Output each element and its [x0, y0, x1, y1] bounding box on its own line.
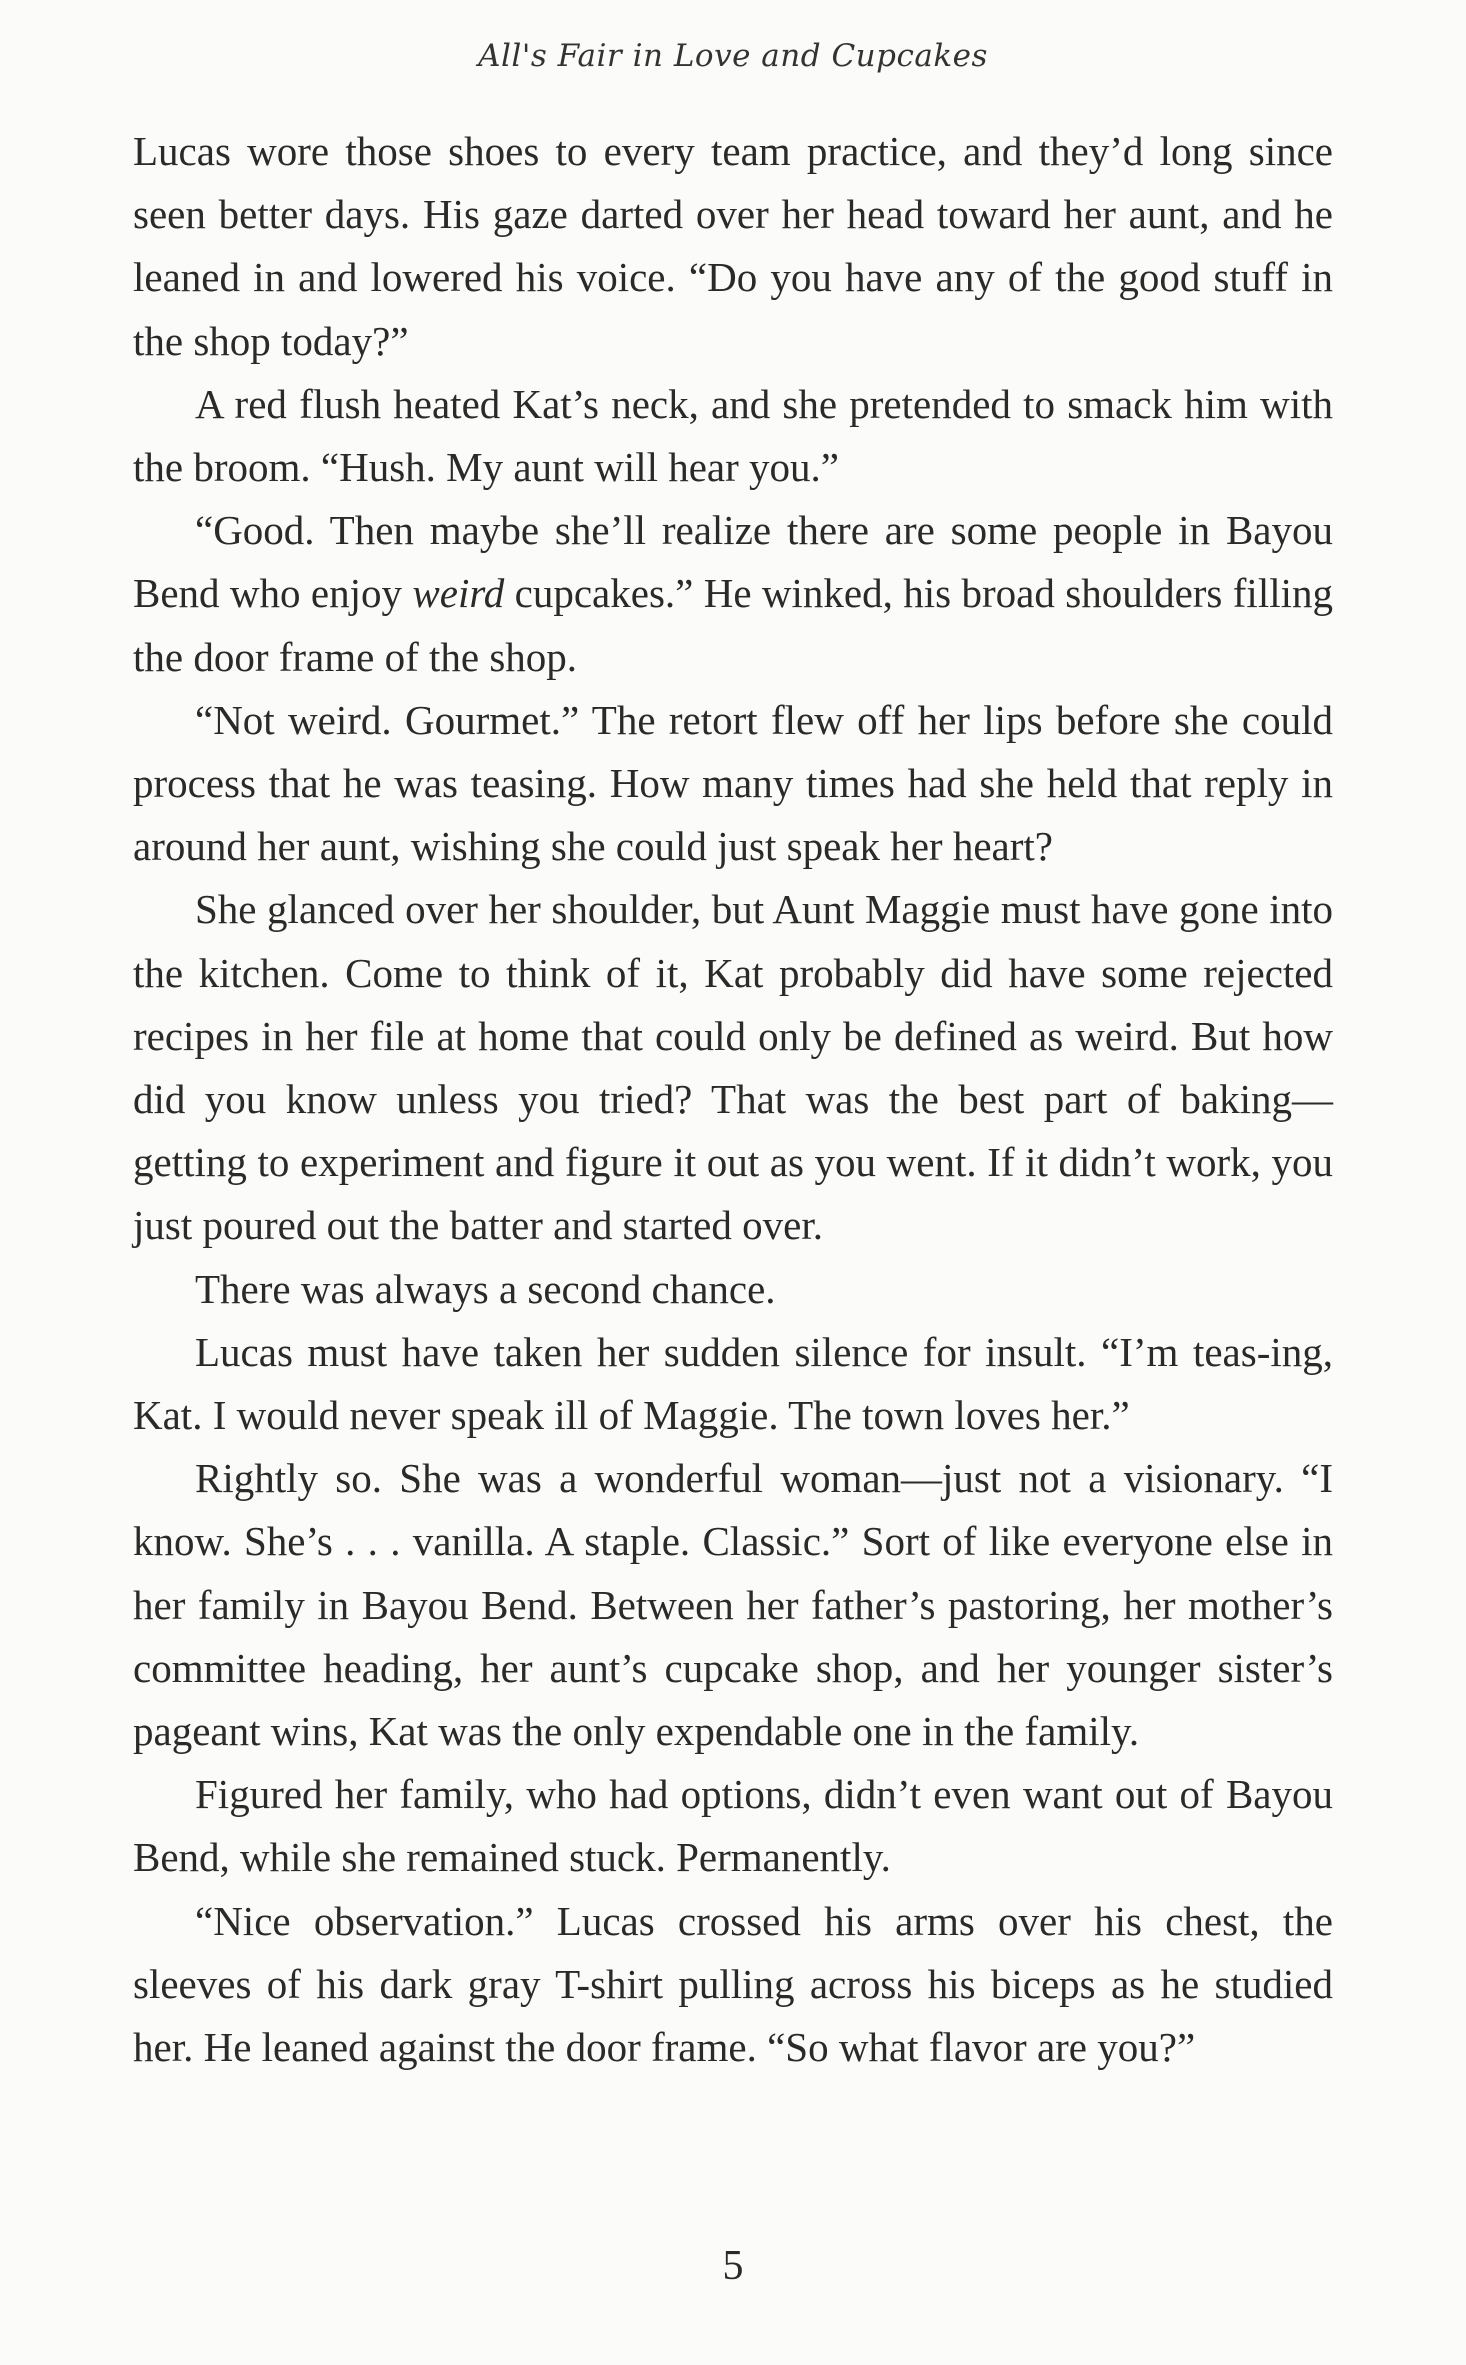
paragraph: Rightly so. She was a wonderful woman—just not a visionary. “I know. She’s . . . vanilla. A staple. Classic.” Sort of like everyone else in her family in Bayou Bend. Between her father’s pastoring, her mother’s committee heading, her aunt’s cupcake shop, and her younger sister’s pageant wins, Kat was the only expendable one in the family. [133, 1455, 1333, 1755]
running-head: All's Fair in Love and Cupcakes [478, 38, 988, 74]
emphasis: weird [412, 570, 505, 617]
paragraph: Lucas must have taken her sudden silence for insult. “I’m teas-ing, Kat. I would never speak ill of Maggie. The town loves her.” [133, 1328, 1333, 1439]
paragraph: Lucas wore those shoes to every team practice, and they’d long since seen better days. His gaze darted over her head toward her aunt, and he leaned in and lowered his voice. “Do you have any of the good stuff in the shop today?” [133, 128, 1333, 364]
paragraph: “Nice observation.” Lucas crossed his arms over his chest, the sleeves of his dark gray T-shirt pulling across his biceps as he studied her. He leaned against the door frame. “So what flavor are you?” [133, 1897, 1333, 2071]
paragraph: A red flush heated Kat’s neck, and she pretended to smack him with the broom. “Hush. My aunt will hear you.” [133, 380, 1333, 491]
paragraph: “Good. Then maybe she’ll realize there are some people in Bayou Bend who enjoy weird cupcakes.” He winked, his broad shoulders filling the door frame of the shop. [133, 507, 1333, 680]
paragraph: Figured her family, who had options, didn’t even want out of Bayou Bend, while she remained stuck. Permanently. [133, 1771, 1333, 1881]
paragraph: There was always a second chance. [195, 1265, 776, 1312]
paragraph: “Not weird. Gourmet.” The retort flew off her lips before she could process that he was teasing. How many times had she held that reply in around her aunt, wishing she could just speak her heart? [133, 696, 1333, 870]
paragraph: She glanced over her shoulder, but Aunt Maggie must have gone into the kitchen. Come to think of it, Kat probably did have some rejected recipes in her file at home that could only be defined as weird. But how did you know unless you tried? That was the best part of baking—getting to experiment and figure it out as you went. If it didn’t work, you just poured out the batter and started over. [133, 886, 1333, 1249]
body-text [133, 120, 1333, 2079]
page-number: 5 [722, 2243, 744, 2289]
